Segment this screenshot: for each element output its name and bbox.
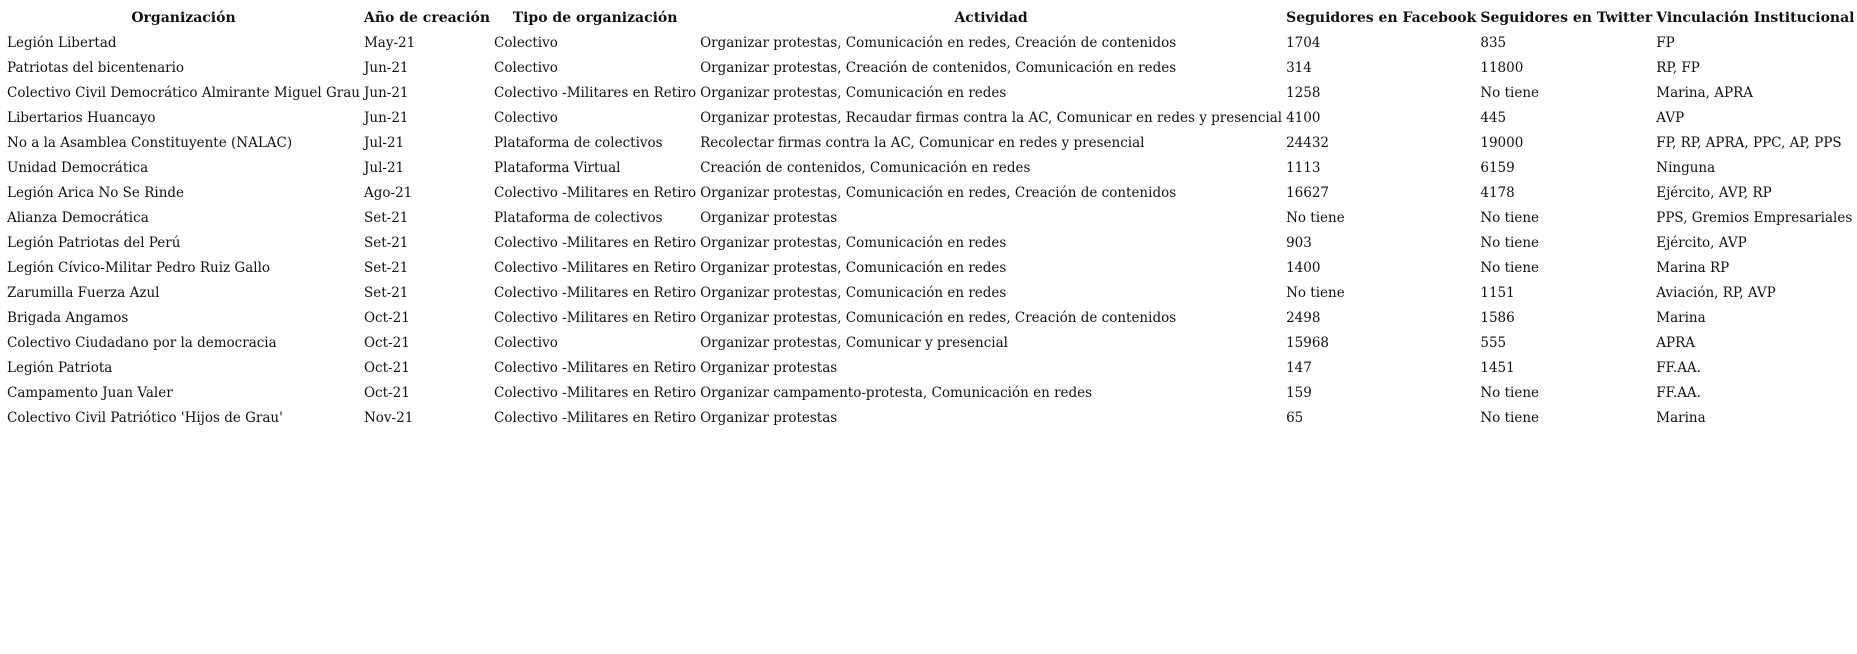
cell-tipo-organizacion: Colectivo	[494, 335, 558, 351]
cell-tipo-organizacion: Colectivo -Militares en Retiro	[494, 385, 697, 401]
cell-ano-creacion: Set-21	[363, 285, 409, 301]
cell-seguidores-twitter: No tiene	[1480, 210, 1540, 226]
cell-seguidores-facebook: 1258	[1286, 85, 1321, 101]
cell-seguidores-twitter: 19000	[1480, 135, 1524, 151]
cell-organizacion: Campamento Juan Valer	[7, 385, 173, 401]
cell-vinculacion-institucional: Marina RP	[1656, 260, 1730, 276]
cell-ano-creacion: Nov-21	[363, 410, 414, 426]
cell-organizacion: Colectivo Ciudadano por la democracia	[7, 335, 277, 351]
cell-organizacion: Zarumilla Fuerza Azul	[7, 285, 160, 301]
table-body	[5, 31, 1857, 431]
cell-tipo-organizacion: Colectivo	[494, 60, 558, 76]
table-row	[5, 81, 1857, 106]
cell-seguidores-twitter: No tiene	[1480, 85, 1540, 101]
cell-organizacion: Legión Patriota	[7, 360, 113, 376]
cell-actividad: Organizar protestas, Comunicación en redes, Creación de contenidos	[700, 35, 1177, 51]
cell-ano-creacion: Set-21	[363, 210, 409, 226]
cell-actividad: Organizar protestas, Comunicación en redes	[700, 85, 1007, 101]
table-row	[5, 106, 1857, 131]
cell-ano-creacion: Ago-21	[363, 185, 413, 201]
header-organizacion: Organización	[131, 10, 236, 26]
cell-tipo-organizacion: Colectivo -Militares en Retiro	[494, 285, 697, 301]
cell-seguidores-facebook: 314	[1286, 60, 1312, 76]
cell-seguidores-facebook: 65	[1286, 410, 1304, 426]
cell-actividad: Organizar protestas	[700, 210, 838, 226]
cell-actividad: Organizar protestas, Recaudar firmas contra la AC, Comunicar en redes y presencial	[700, 110, 1283, 126]
cell-seguidores-twitter: 835	[1480, 35, 1507, 51]
cell-vinculacion-institucional: Aviación, RP, AVP	[1656, 285, 1776, 301]
cell-seguidores-facebook: 4100	[1286, 110, 1321, 126]
cell-seguidores-facebook: 159	[1286, 385, 1312, 401]
cell-actividad: Recolectar firmas contra la AC, Comunicar en redes y presencial	[700, 135, 1145, 151]
cell-seguidores-facebook: 147	[1286, 360, 1312, 376]
cell-seguidores-facebook: 1113	[1286, 160, 1321, 176]
cell-tipo-organizacion: Colectivo -Militares en Retiro	[494, 360, 697, 376]
cell-organizacion: Libertarios Huancayo	[7, 110, 156, 126]
header-tipo-organizacion: Tipo de organización	[512, 10, 678, 26]
cell-tipo-organizacion: Colectivo	[494, 35, 558, 51]
header-seguidores-facebook: Seguidores en Facebook	[1286, 10, 1477, 26]
cell-seguidores-twitter: 1451	[1480, 360, 1515, 376]
cell-tipo-organizacion: Colectivo -Militares en Retiro	[494, 85, 697, 101]
cell-seguidores-twitter: No tiene	[1480, 235, 1540, 251]
cell-seguidores-twitter: 1151	[1480, 285, 1515, 301]
cell-organizacion: Unidad Democrática	[7, 160, 149, 176]
cell-seguidores-twitter: 445	[1480, 110, 1507, 126]
table-row	[5, 306, 1857, 331]
table-row	[5, 206, 1857, 231]
organizations-table	[5, 6, 1857, 431]
cell-ano-creacion: Jul-21	[363, 135, 405, 151]
cell-actividad: Organizar protestas, Comunicar y presencial	[700, 335, 1008, 351]
cell-seguidores-facebook: 1400	[1286, 260, 1321, 276]
cell-seguidores-twitter: 11800	[1480, 60, 1524, 76]
cell-tipo-organizacion: Colectivo -Militares en Retiro	[494, 310, 697, 326]
table-row	[5, 31, 1857, 56]
cell-seguidores-twitter: No tiene	[1480, 260, 1540, 276]
header-ano-creacion: Año de creación	[363, 10, 491, 26]
table-row	[5, 381, 1857, 406]
cell-tipo-organizacion: Plataforma Virtual	[494, 160, 621, 176]
cell-ano-creacion: Jul-21	[363, 160, 405, 176]
cell-vinculacion-institucional: Marina	[1656, 310, 1706, 326]
cell-seguidores-twitter: 555	[1480, 335, 1507, 351]
cell-vinculacion-institucional: FF.AA.	[1656, 360, 1701, 376]
cell-ano-creacion: Oct-21	[363, 360, 410, 376]
cell-organizacion: Legión Libertad	[7, 35, 117, 51]
cell-organizacion: Legión Arica No Se Rinde	[7, 185, 185, 201]
cell-seguidores-twitter: No tiene	[1480, 385, 1540, 401]
cell-organizacion: Alianza Democrática	[7, 210, 149, 226]
cell-vinculacion-institucional: Marina, APRA	[1656, 85, 1753, 101]
cell-vinculacion-institucional: APRA	[1656, 335, 1696, 351]
table-row	[5, 56, 1857, 81]
cell-organizacion: Brigada Angamos	[7, 310, 129, 326]
table-row	[5, 131, 1857, 156]
cell-tipo-organizacion: Colectivo -Militares en Retiro	[494, 260, 697, 276]
cell-organizacion: No a la Asamblea Constituyente (NALAC)	[7, 135, 293, 151]
cell-seguidores-twitter: 6159	[1480, 160, 1515, 176]
cell-tipo-organizacion: Colectivo	[494, 110, 558, 126]
cell-organizacion: Patriotas del bicentenario	[7, 60, 185, 76]
cell-actividad: Organizar protestas, Comunicación en redes	[700, 260, 1007, 276]
table-row	[5, 406, 1857, 431]
header-seguidores-twitter: Seguidores en Twitter	[1480, 10, 1653, 26]
table-row	[5, 256, 1857, 281]
header-vinculacion-institucional: Vinculación Institucional	[1656, 10, 1855, 26]
cell-seguidores-twitter: No tiene	[1480, 410, 1540, 426]
cell-tipo-organizacion: Colectivo -Militares en Retiro	[494, 235, 697, 251]
cell-actividad: Organizar protestas	[700, 410, 838, 426]
cell-vinculacion-institucional: RP, FP	[1656, 60, 1700, 76]
cell-seguidores-facebook: 1704	[1286, 35, 1321, 51]
cell-ano-creacion: Jun-21	[363, 110, 409, 126]
cell-organizacion: Colectivo Civil Patriótico 'Hijos de Grau'	[7, 410, 283, 426]
cell-actividad: Organizar protestas, Creación de contenidos, Comunicación en redes	[700, 60, 1177, 76]
cell-seguidores-facebook: 903	[1286, 235, 1312, 251]
cell-ano-creacion: Set-21	[363, 235, 409, 251]
cell-seguidores-facebook: 24432	[1286, 135, 1330, 151]
cell-ano-creacion: Oct-21	[363, 335, 410, 351]
cell-actividad: Organizar campamento-protesta, Comunicación en redes	[700, 385, 1093, 401]
cell-actividad: Organizar protestas	[700, 360, 838, 376]
cell-ano-creacion: Set-21	[363, 260, 409, 276]
table-row	[5, 281, 1857, 306]
table-header	[5, 6, 1857, 31]
table-row	[5, 156, 1857, 181]
cell-vinculacion-institucional: Ejército, AVP	[1656, 235, 1747, 251]
cell-organizacion: Legión Cívico-Militar Pedro Ruiz Gallo	[7, 260, 271, 276]
cell-vinculacion-institucional: AVP	[1656, 110, 1685, 126]
cell-seguidores-twitter: 1586	[1480, 310, 1515, 326]
cell-ano-creacion: Oct-21	[363, 310, 410, 326]
cell-vinculacion-institucional: FF.AA.	[1656, 385, 1701, 401]
cell-vinculacion-institucional: Ejército, AVP, RP	[1656, 185, 1772, 201]
cell-vinculacion-institucional: Ninguna	[1656, 160, 1716, 176]
cell-actividad: Organizar protestas, Comunicación en redes, Creación de contenidos	[700, 185, 1177, 201]
cell-actividad: Creación de contenidos, Comunicación en redes	[700, 160, 1031, 176]
cell-vinculacion-institucional: FP, RP, APRA, PPC, AP, PPS	[1656, 135, 1842, 151]
cell-seguidores-twitter: 4178	[1480, 185, 1515, 201]
table-row	[5, 231, 1857, 256]
cell-seguidores-facebook: 15968	[1286, 335, 1330, 351]
cell-ano-creacion: Jun-21	[363, 60, 409, 76]
header-actividad: Actividad	[954, 10, 1028, 26]
cell-actividad: Organizar protestas, Comunicación en redes	[700, 285, 1007, 301]
cell-vinculacion-institucional: Marina	[1656, 410, 1706, 426]
cell-ano-creacion: Jun-21	[363, 85, 409, 101]
cell-tipo-organizacion: Plataforma de colectivos	[494, 135, 663, 151]
table-row	[5, 356, 1857, 381]
cell-ano-creacion: Oct-21	[363, 385, 410, 401]
cell-seguidores-facebook: No tiene	[1286, 210, 1345, 226]
cell-seguidores-facebook: No tiene	[1286, 285, 1345, 301]
cell-tipo-organizacion: Colectivo -Militares en Retiro	[494, 185, 697, 201]
cell-vinculacion-institucional: PPS, Gremios Empresariales	[1656, 210, 1853, 226]
header-row	[5, 6, 1857, 31]
cell-seguidores-facebook: 16627	[1286, 185, 1330, 201]
table-row	[5, 331, 1857, 356]
cell-organizacion: Colectivo Civil Democrático Almirante Miguel Grau	[7, 85, 360, 101]
cell-tipo-organizacion: Colectivo -Militares en Retiro	[494, 410, 697, 426]
table-row	[5, 181, 1857, 206]
cell-organizacion: Legión Patriotas del Perú	[7, 235, 181, 251]
cell-ano-creacion: May-21	[363, 35, 416, 51]
cell-tipo-organizacion: Plataforma de colectivos	[494, 210, 663, 226]
cell-actividad: Organizar protestas, Comunicación en redes	[700, 235, 1007, 251]
cell-seguidores-facebook: 2498	[1286, 310, 1321, 326]
cell-vinculacion-institucional: FP	[1656, 35, 1675, 51]
cell-actividad: Organizar protestas, Comunicación en redes, Creación de contenidos	[700, 310, 1177, 326]
